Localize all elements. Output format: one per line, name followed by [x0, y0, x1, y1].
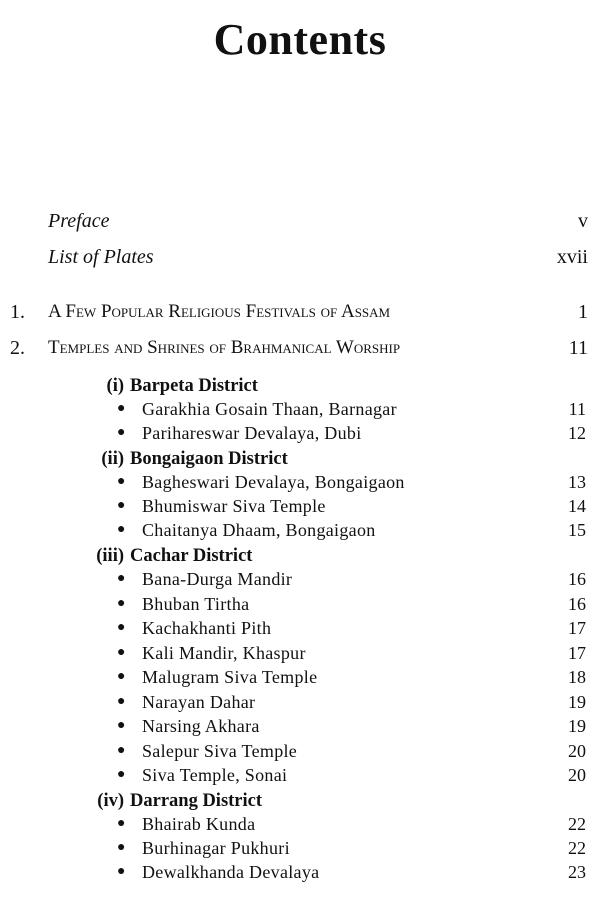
toc-entry[interactable] — [0, 836, 600, 860]
bullet-icon: ● — [117, 718, 126, 733]
bullet-icon: ● — [117, 840, 126, 855]
toc-page-number: 20 — [568, 741, 586, 761]
district-name: Darrang District — [130, 791, 263, 811]
toc-entry[interactable] — [0, 616, 600, 640]
toc-page-number: v — [578, 210, 588, 232]
bullet-icon: ● — [117, 474, 126, 489]
district-heading-bongaigaon — [0, 446, 600, 472]
toc-entry[interactable] — [0, 860, 600, 884]
toc-page-number: 15 — [568, 520, 586, 540]
bullet-icon: ● — [117, 669, 126, 684]
toc-page-number: 17 — [568, 643, 586, 663]
bullet-icon: ● — [117, 522, 126, 537]
entry-name: Salepur Siva Temple — [142, 741, 298, 761]
toc-chapter-2[interactable] — [0, 334, 600, 362]
toc-page-number: xvii — [556, 246, 588, 268]
toc-entry[interactable] — [0, 567, 600, 591]
bullet-icon: ● — [117, 571, 126, 586]
toc-label: Preface — [48, 210, 110, 232]
district-roman-numeral: (ii) — [101, 449, 124, 469]
bullet-icon: ● — [117, 425, 126, 440]
chapter-title: A Few Popular Religious Festivals of Assam — [48, 301, 391, 322]
entry-name: Bhumiswar Siva Temple — [142, 496, 326, 516]
bullet-icon: ● — [117, 401, 126, 416]
bullet-icon: ● — [117, 694, 126, 709]
district-heading-barpeta — [0, 373, 600, 399]
district-roman-numeral: (i) — [106, 376, 124, 396]
toc-page-number: 16 — [568, 569, 586, 589]
toc-page-number: 23 — [568, 862, 586, 882]
bullet-icon: ● — [117, 645, 126, 660]
chapter-title: Temples and Shrines of Brahmanical Worship — [48, 337, 401, 358]
entry-name: Narsing Akhara — [142, 716, 260, 736]
toc-entry[interactable] — [0, 763, 600, 787]
toc-page-number: 11 — [568, 337, 588, 359]
toc-page-number: 17 — [568, 618, 586, 638]
toc-page-number: 14 — [568, 496, 586, 516]
entry-name: Parihareswar Devalaya, Dubi — [142, 423, 362, 443]
entry-name: Kachakhanti Pith — [142, 618, 272, 638]
entry-name: Siva Temple, Sonai — [142, 765, 288, 785]
toc-entry[interactable] — [0, 470, 600, 494]
toc-page-number: 16 — [568, 594, 586, 614]
toc-entry[interactable] — [0, 714, 600, 738]
toc-page-number: 13 — [568, 472, 586, 492]
toc-page-number: 19 — [568, 692, 586, 712]
toc-preface[interactable] — [0, 207, 600, 235]
toc-entry[interactable] — [0, 592, 600, 616]
toc-page-number: 22 — [568, 838, 586, 858]
bullet-icon: ● — [117, 743, 126, 758]
entry-name: Burhinagar Pukhuri — [142, 838, 290, 858]
entry-name: Dewalkhanda Devalaya — [142, 862, 320, 882]
entry-name: Garakhia Gosain Thaan, Barnagar — [142, 399, 397, 419]
toc-page-number: 19 — [568, 716, 586, 736]
toc-entry[interactable] — [0, 812, 600, 836]
district-roman-numeral: (iv) — [97, 791, 124, 811]
entry-name: Malugram Siva Temple — [142, 667, 318, 687]
entry-name: Bana-Durga Mandir — [142, 569, 293, 589]
bullet-icon: ● — [117, 864, 126, 879]
entry-name: Narayan Dahar — [142, 692, 256, 712]
toc-entry[interactable] — [0, 665, 600, 689]
district-name: Cachar District — [130, 546, 253, 566]
entry-name: Bagheswari Devalaya, Bongaigaon — [142, 472, 405, 492]
bullet-icon: ● — [117, 596, 126, 611]
entry-name: Kali Mandir, Khaspur — [142, 643, 306, 663]
toc-page-number: 1 — [578, 301, 588, 323]
bullet-icon: ● — [117, 767, 126, 782]
toc-page-number: 22 — [568, 814, 586, 834]
toc-list-of-plates[interactable] — [0, 243, 600, 271]
toc-page-number: 12 — [568, 423, 586, 443]
district-heading-cachar — [0, 543, 600, 569]
toc-entry[interactable] — [0, 397, 600, 421]
entry-name: Bhuban Tirtha — [142, 594, 250, 614]
toc-page-number: 20 — [568, 765, 586, 785]
bullet-icon: ● — [117, 816, 126, 831]
toc-label: List of Plates — [48, 246, 154, 268]
bullet-icon: ● — [117, 620, 126, 635]
toc-entry[interactable] — [0, 690, 600, 714]
chapter-number: 1. — [10, 301, 25, 323]
district-roman-numeral: (iii) — [96, 546, 124, 566]
toc-page-number: 11 — [568, 399, 586, 419]
page-title: Contents — [213, 15, 387, 64]
toc-entry[interactable] — [0, 518, 600, 542]
toc-entry[interactable] — [0, 739, 600, 763]
toc-entry[interactable] — [0, 641, 600, 665]
toc-entry[interactable] — [0, 421, 600, 445]
entry-name: Chaitanya Dhaam, Bongaigaon — [142, 520, 376, 540]
toc-page-number: 18 — [568, 667, 586, 687]
chapter-number: 2. — [10, 337, 25, 359]
bullet-icon: ● — [117, 498, 126, 513]
entry-name: Bhairab Kunda — [142, 814, 256, 834]
district-heading-darrang — [0, 788, 600, 814]
district-name: Bongaigaon District — [130, 449, 288, 469]
toc-chapter-1[interactable] — [0, 298, 600, 326]
district-name: Barpeta District — [130, 376, 258, 396]
toc-entry[interactable] — [0, 494, 600, 518]
